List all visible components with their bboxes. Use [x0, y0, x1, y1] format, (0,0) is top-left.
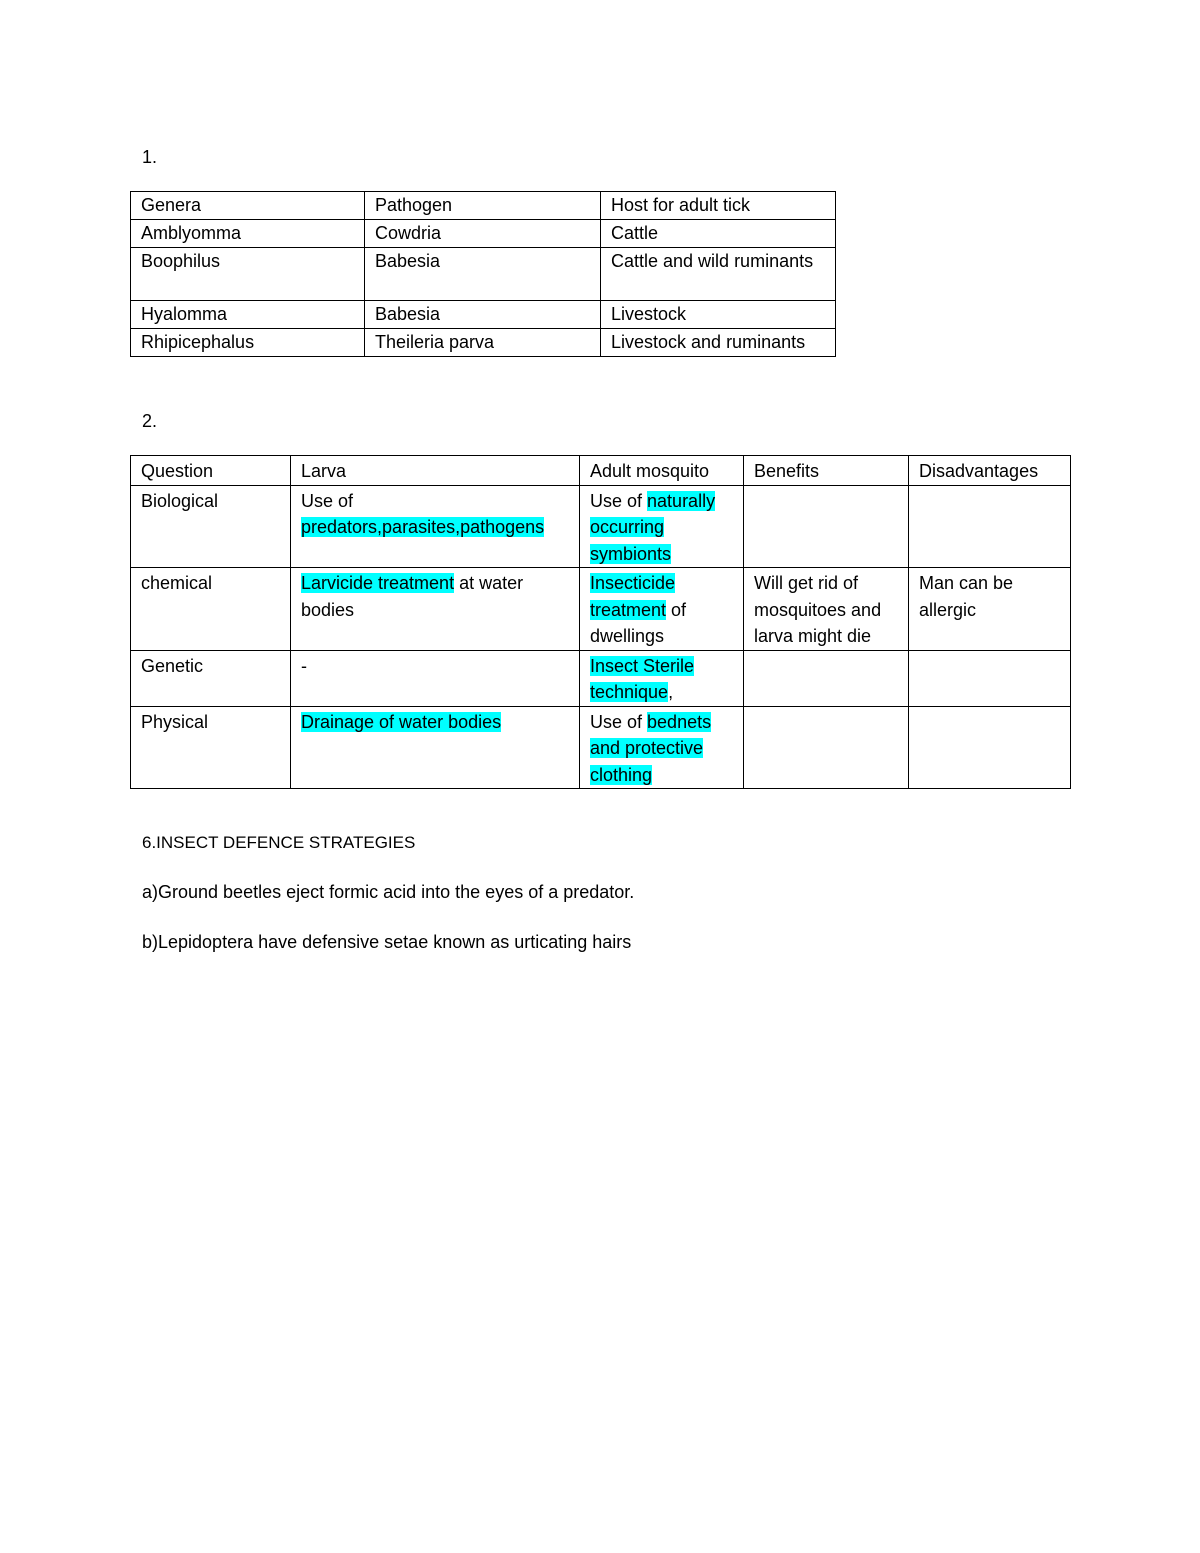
tick-table [130, 191, 836, 357]
highlighted-text: predators,parasites,pathogens [301, 517, 545, 537]
table-row [131, 650, 1071, 706]
defence-item: a)Ground beetles eject formic acid into the eyes of a predator. [142, 882, 635, 902]
highlighted-text: Insect Sterile technique [590, 655, 695, 702]
cell-host: Livestock and ruminants [601, 328, 836, 356]
header-adult-mosquito: Adult mosquito [580, 456, 744, 486]
cell-host: Cattle and wild ruminants [601, 248, 836, 301]
cell-adult [580, 485, 744, 568]
cell-benefits: Will get rid of mosquitoes and larva might die [744, 568, 909, 651]
section-1-number: 1. [142, 147, 158, 167]
cell-genera: Boophilus [131, 248, 365, 301]
plain-text: Use of [301, 490, 354, 511]
cell-pathogen: Babesia [365, 248, 601, 301]
table-row [131, 328, 836, 356]
table-row [131, 301, 836, 329]
table-row [131, 220, 836, 248]
cell-larva [291, 650, 580, 706]
table-row [131, 706, 1071, 789]
header-larva: Larva [291, 456, 580, 486]
cell-disadvantages [909, 706, 1071, 789]
highlighted-text: naturally occurring symbionts [590, 490, 716, 564]
cell-disadvantages [909, 485, 1071, 568]
cell-larva [291, 706, 580, 789]
cell-question: chemical [131, 568, 291, 651]
cell-adult [580, 568, 744, 651]
cell-adult [580, 650, 744, 706]
header-benefits: Benefits [744, 456, 909, 486]
plain-text: , [668, 682, 674, 702]
cell-benefits [744, 485, 909, 568]
cell-question: Genetic [131, 650, 291, 706]
cell-pathogen: Babesia [365, 301, 601, 329]
cell-genera: Hyalomma [131, 301, 365, 329]
cell-disadvantages [909, 650, 1071, 706]
highlighted-text: Larvicide treatment [301, 573, 455, 593]
cell-question: Physical [131, 706, 291, 789]
cell-benefits [744, 650, 909, 706]
highlighted-text: bednets and protective clothing [590, 711, 712, 785]
plain-text: - [301, 655, 307, 676]
cell-question: Biological [131, 485, 291, 568]
cell-pathogen: Cowdria [365, 220, 601, 248]
cell-adult [580, 706, 744, 789]
cell-genera: Rhipicephalus [131, 328, 365, 356]
table-row [131, 485, 1071, 568]
section-2-number: 2. [142, 411, 158, 431]
cell-larva [291, 568, 580, 651]
cell-genera: Amblyomma [131, 220, 365, 248]
header-disadvantages: Disadvantages [909, 456, 1071, 486]
cell-benefits [744, 706, 909, 789]
defence-item: b)Lepidoptera have defensive setae known as urticating hairs [142, 932, 632, 952]
table-row [131, 568, 1071, 651]
mosquito-table-header-row [131, 456, 1071, 486]
header-genera: Genera [131, 192, 365, 220]
cell-host: Livestock [601, 301, 836, 329]
cell-pathogen: Theileria parva [365, 328, 601, 356]
plain-text: Use of [590, 711, 648, 732]
plain-text: of dwellings [590, 599, 687, 646]
highlighted-text: Insecticide treatment [590, 573, 676, 620]
highlighted-text: Drainage of water bodies [301, 711, 502, 732]
header-pathogen: Pathogen [365, 192, 601, 220]
section-6-heading: 6.INSECT DEFENCE STRATEGIES [142, 833, 416, 852]
plain-text: at water bodies [301, 573, 524, 620]
header-host: Host for adult tick [601, 192, 836, 220]
plain-text: Use of [590, 490, 648, 511]
header-question: Question [131, 456, 291, 486]
table-row [131, 248, 836, 301]
cell-host: Cattle [601, 220, 836, 248]
cell-disadvantages: Man can be allergic [909, 568, 1071, 651]
tick-table-header-row [131, 192, 836, 220]
cell-larva [291, 485, 580, 568]
mosquito-control-table [130, 455, 1071, 789]
